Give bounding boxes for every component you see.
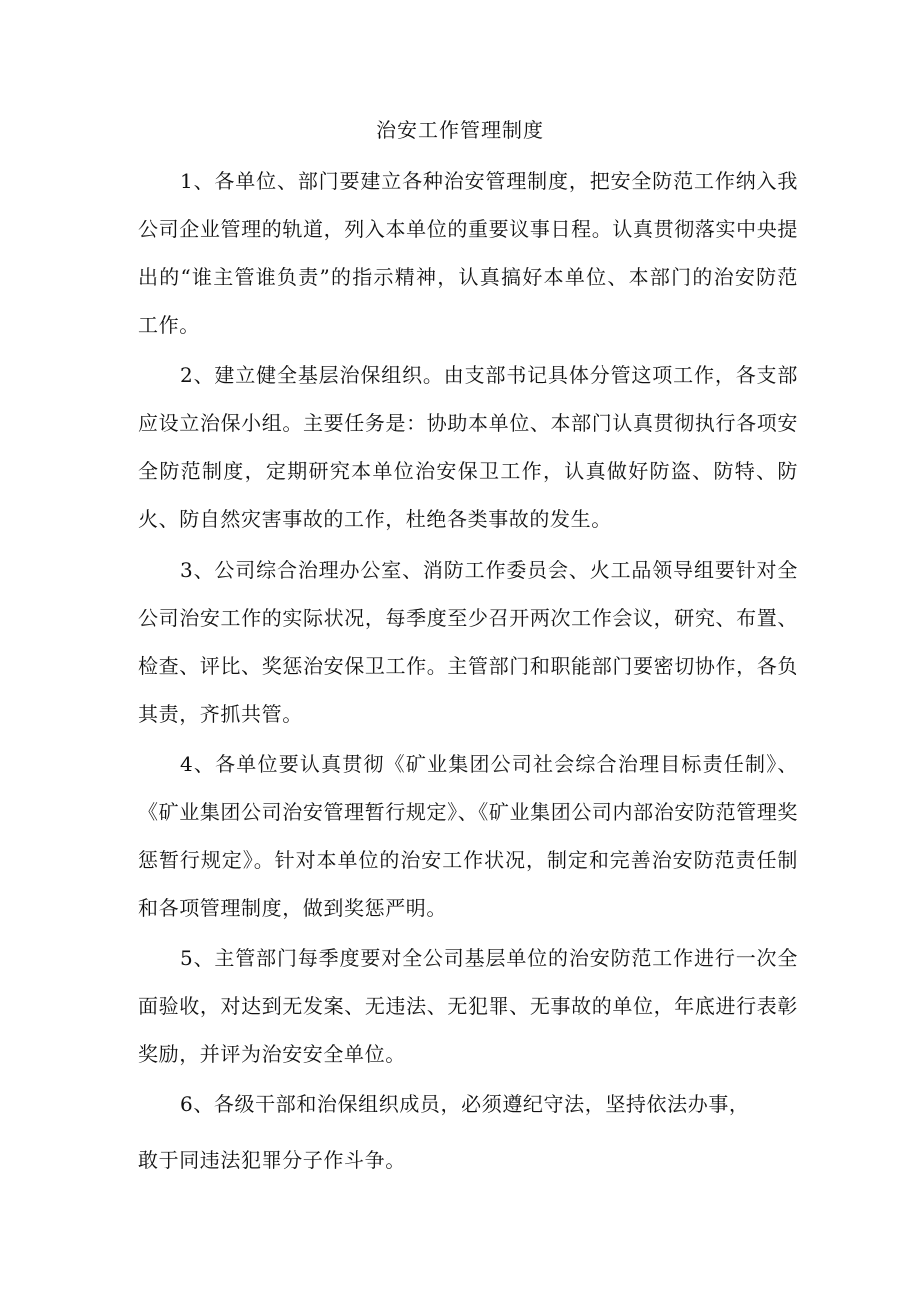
paragraph-3-text: 3、公司综合治理办公室、消防工作委员会、火工品领导组要针对全公司治安工作的实际状况，每季度至少召开两次工作会议，研究、布置、检查、评比、奖惩治安保卫工作。主管部门和职能部门要密切协作，各负其责，齐抓共管。 xyxy=(138,558,798,726)
paragraph-6-continuation: 敢于同违法犯罪分子作斗争。 xyxy=(138,1148,406,1172)
paragraph-3 xyxy=(138,546,798,738)
paragraph-6-text: 6、各级干部和治保组织成员，必须遵纪守法，坚持依法办事， xyxy=(180,1092,750,1116)
paragraph-4-text: 4、各单位要认真贯彻《矿业集团公司社会综合治理目标责任制》、《矿业集团公司治安管理暂行规定》、《矿业集团公司内部治安防范管理奖惩暂行规定》。针对本单位的治安工作状况，制定和完善治安防范责任制和各项管理制度，做到奖惩严明。 xyxy=(138,752,798,920)
paragraph-2 xyxy=(138,351,798,543)
paragraph-2-text: 2、建立健全基层治保组织。由支部书记具体分管这项工作，各支部应设立治保小组。主要任务是：协助本单位、本部门认真贯彻执行各项安全防范制度，定期研究本单位治安保卫工作，认真做好防盗、防特、防火、防自然灾害事故的工作，杜绝各类事故的发生。 xyxy=(138,363,798,531)
document-title: 治安工作管理制度 xyxy=(376,118,544,142)
paragraph-1 xyxy=(138,157,798,349)
paragraph-4 xyxy=(138,740,798,932)
paragraph-6-first-line xyxy=(138,1080,798,1128)
paragraph-5-text: 5、主管部门每季度要对全公司基层单位的治安防范工作进行一次全面验收，对达到无发案、无违法、无犯罪、无事故的单位，年底进行表彰奖励，并评为治安安全单位。 xyxy=(138,946,798,1066)
paragraph-1-text: 1、各单位、部门要建立各种治安管理制度，把安全防范工作纳入我公司企业管理的轨道，列入本单位的重要议事日程。认真贯彻落实中央提出的“谁主管谁负责”的指示精神，认真搞好本单位、本部门的治安防范工作。 xyxy=(138,169,798,337)
paragraph-5 xyxy=(138,934,798,1078)
